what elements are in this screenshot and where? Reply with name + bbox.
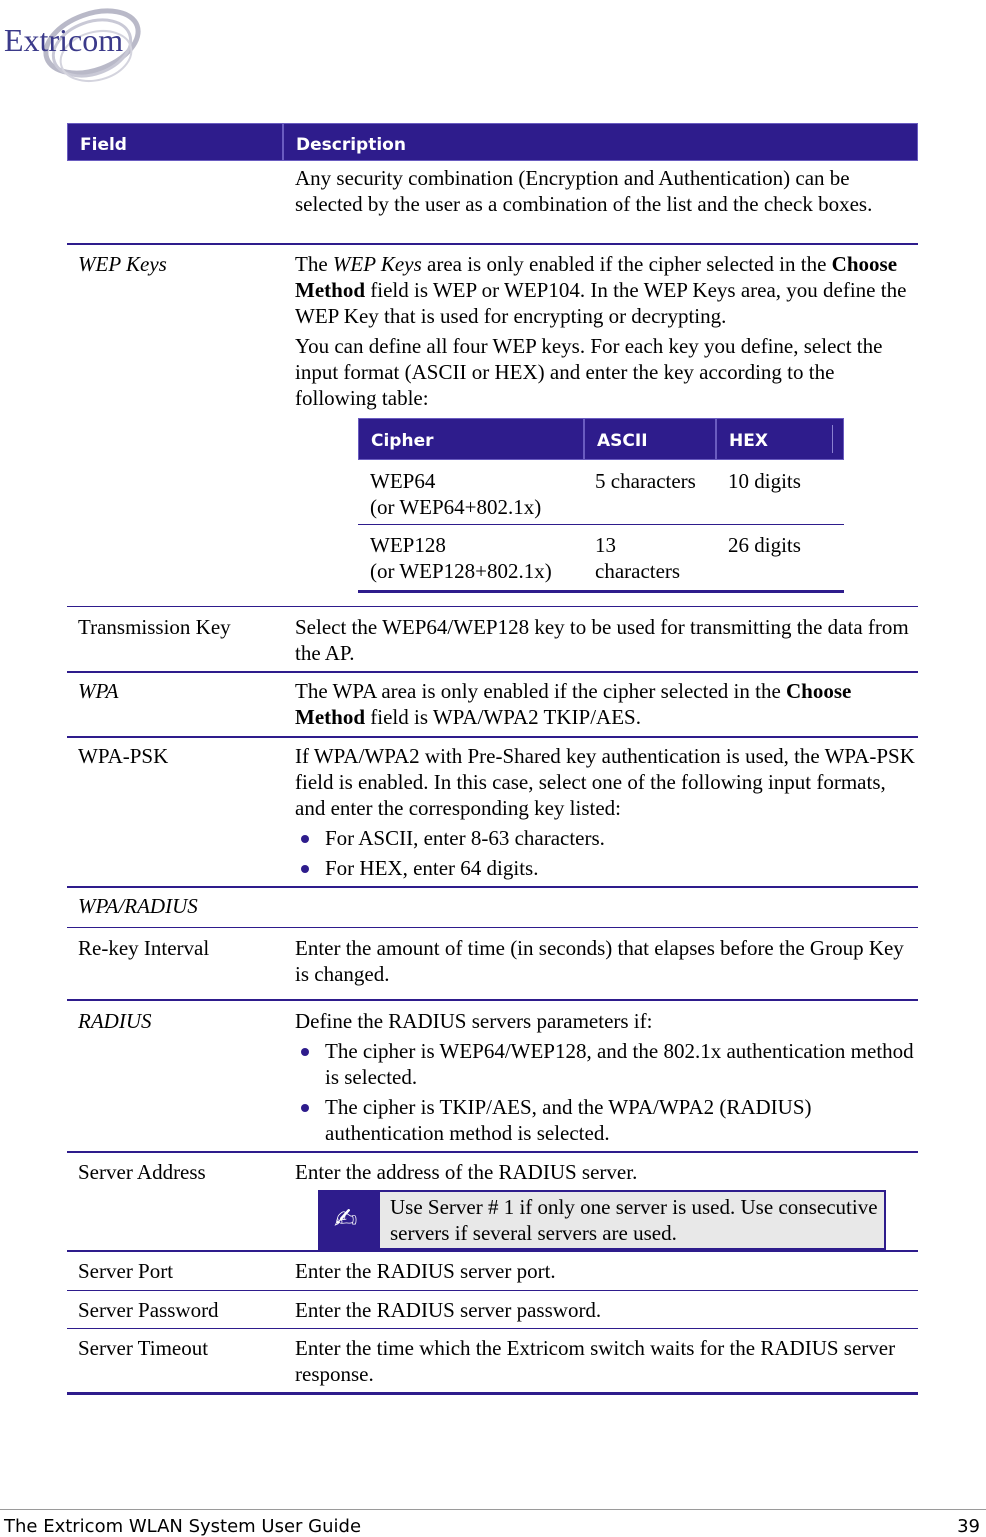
header-cell-field: [67, 123, 283, 161]
text-bold: Choose Method: [295, 679, 852, 729]
table-row-wpa: [67, 673, 918, 738]
row-description: Select the WEP64/WEP128 key to be used for transmitting the data from the AP.: [295, 615, 909, 665]
header-cell-description: [283, 123, 918, 161]
header-divider: [832, 425, 833, 453]
list-item: The cipher is WEP64/WEP128, and the 802.1x authentication method is selected.: [295, 1038, 915, 1090]
text: WEP64: [370, 469, 436, 493]
row-description: [295, 678, 919, 730]
note-icon-box: [320, 1192, 380, 1248]
note-box: [318, 1190, 886, 1250]
text: (or WEP64+802.1x): [370, 495, 542, 519]
text: (or WEP128+802.1x): [370, 559, 552, 583]
pencil-hand-icon: ✍: [334, 1202, 358, 1235]
table-row: [358, 524, 844, 593]
text: area is only enabled if the cipher selected in the: [421, 252, 832, 276]
cipher-header-hex: [716, 418, 844, 460]
row-description: Enter the amount of time (in seconds) that elapses before the Group Key is changed.: [295, 936, 904, 986]
row-description: Enter the RADIUS server port.: [295, 1259, 556, 1283]
header-label: ASCII: [597, 431, 648, 451]
row-field: Server Timeout: [78, 1336, 209, 1360]
header-label: HEX: [729, 431, 768, 451]
row-description: Enter the time which the Extricom switch waits for the RADIUS server response.: [295, 1336, 896, 1386]
table-row-wpa-radius: [67, 888, 918, 928]
row-field: Re-key Interval: [78, 936, 210, 960]
row-field: WPA-PSK: [78, 744, 169, 768]
row-description: Enter the address of the RADIUS server.: [295, 1160, 638, 1184]
cipher-cell: [370, 532, 552, 584]
table-row-transmission-key: [67, 607, 918, 673]
row-field: Transmission Key: [78, 615, 231, 639]
wep-keys-paragraph-1: [295, 251, 915, 329]
text: WEP128: [370, 533, 446, 557]
note-text: Use Server # 1 if only one server is used. Use consecutive servers if several servers are used.: [390, 1195, 878, 1245]
row-field: WEP Keys: [78, 252, 167, 276]
table-row-server-password: [67, 1291, 918, 1329]
radius-text: Define the RADIUS servers parameters if:: [295, 1009, 653, 1033]
text: field is WPA/WPA2 TKIP/AES.: [365, 705, 641, 729]
header-label: Cipher: [371, 431, 434, 451]
text: field is WEP or WEP104. In the WEP Keys area, you define the WEP Key that is used for encrypting or decrypting.: [295, 278, 907, 328]
text-italic: WEP Keys: [332, 252, 422, 276]
page-number: 39: [957, 1516, 980, 1537]
cipher-header-cipher: [358, 418, 584, 460]
list-item: The cipher is TKIP/AES, and the WPA/WPA2 (RADIUS) authentication method is selected.: [295, 1094, 915, 1146]
hex-cell: 26 digits: [728, 533, 801, 557]
footer-divider: [0, 1509, 986, 1510]
cipher-header-ascii: [584, 418, 716, 460]
table-row-server-port: [67, 1252, 918, 1291]
row-description: [295, 251, 915, 411]
table-row: [67, 163, 918, 245]
table-header: [67, 123, 918, 163]
row-description: [295, 743, 915, 881]
header-field-label: Field: [80, 135, 127, 155]
text-bold: Choose Method: [295, 252, 898, 302]
table-row: [358, 460, 844, 525]
table-row-wpa-psk: [67, 738, 918, 888]
ascii-cell: [595, 532, 680, 584]
footer-title: The Extricom WLAN System User Guide: [4, 1516, 362, 1537]
list-item: For HEX, enter 64 digits.: [295, 855, 915, 881]
row-field: RADIUS: [78, 1009, 152, 1033]
text: The WPA area is only enabled if the cipher selected in the: [295, 679, 787, 703]
logo-text: Extricom: [4, 22, 124, 58]
row-description: Any security combination (Encryption and Authentication) can be selected by the user as a combination of the list and the check boxes.: [295, 166, 873, 216]
row-field: Server Address: [78, 1160, 206, 1184]
table-row-rekey-interval: [67, 928, 918, 1001]
text: 13: [595, 533, 616, 557]
row-field: Server Password: [78, 1298, 219, 1322]
cipher-cell: [370, 468, 541, 520]
row-field: WPA: [78, 679, 119, 703]
header-description-label: Description: [296, 135, 406, 155]
hex-cell: 10 digits: [728, 469, 801, 493]
row-description: [295, 1008, 915, 1146]
row-field: WPA/RADIUS: [78, 894, 198, 918]
row-description: Enter the RADIUS server password.: [295, 1298, 602, 1322]
wep-keys-paragraph-2: You can define all four WEP keys. For each key you define, select the input format (ASCII or HEX) and enter the key according to the following table:: [295, 334, 883, 410]
list-item: For ASCII, enter 8-63 characters.: [295, 825, 915, 851]
table-row-server-timeout: [67, 1329, 918, 1395]
text: The: [295, 252, 333, 276]
table-row-radius: [67, 1001, 918, 1153]
text: characters: [595, 559, 681, 583]
wpa-psk-text: If WPA/WPA2 with Pre-Shared key authentication is used, the WPA-PSK field is enabled. In this case, select one of the following input formats, and enter the corresponding key listed:: [295, 744, 915, 820]
extricom-logo: [0, 0, 150, 95]
row-field: Server Port: [78, 1259, 174, 1283]
ascii-cell: 5 characters: [595, 469, 696, 493]
